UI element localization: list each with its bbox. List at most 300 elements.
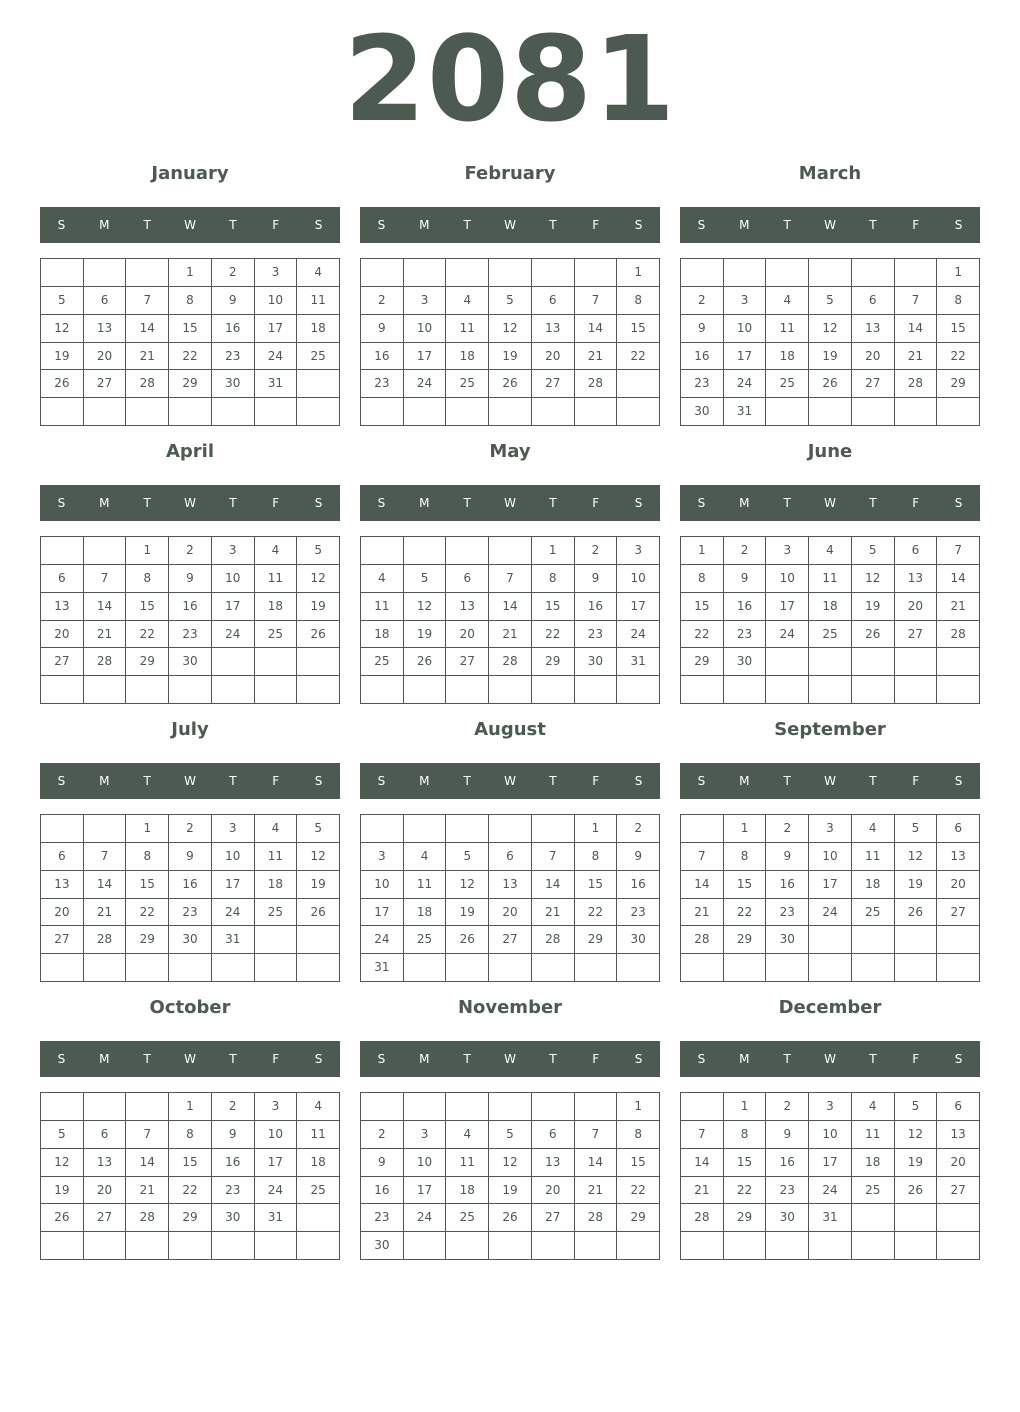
day-cell xyxy=(852,398,895,426)
day-cell: 5 xyxy=(895,1093,938,1121)
day-cell: 19 xyxy=(297,593,340,621)
day-cell: 1 xyxy=(681,537,724,565)
day-cell: 12 xyxy=(489,315,532,343)
day-cell: 31 xyxy=(809,1204,852,1232)
day-cell xyxy=(489,398,532,426)
day-cell: 14 xyxy=(575,1149,618,1177)
day-cell: 9 xyxy=(724,565,767,593)
day-cell: 27 xyxy=(84,1204,127,1232)
day-cell: 8 xyxy=(126,565,169,593)
day-cell: 17 xyxy=(361,899,404,927)
day-cell: 4 xyxy=(255,815,298,843)
day-cell xyxy=(361,815,404,843)
day-cell: 3 xyxy=(766,537,809,565)
weekday-label: S xyxy=(377,218,386,232)
month-title: January xyxy=(151,163,229,184)
day-cell: 9 xyxy=(617,843,660,871)
day-cell xyxy=(937,926,980,954)
day-cell: 10 xyxy=(255,1121,298,1149)
day-cell xyxy=(41,537,84,565)
day-cell: 27 xyxy=(41,926,84,954)
day-cell: 11 xyxy=(255,565,298,593)
day-cell: 19 xyxy=(895,871,938,899)
month-november xyxy=(360,995,660,1265)
month-october xyxy=(40,995,340,1265)
weekday-label: T xyxy=(463,218,471,232)
day-cell: 24 xyxy=(404,370,447,398)
day-cell xyxy=(41,954,84,982)
day-cell xyxy=(575,259,618,287)
day-cell: 1 xyxy=(126,815,169,843)
day-cell xyxy=(404,954,447,982)
day-cell: 21 xyxy=(126,1177,169,1205)
day-cell: 2 xyxy=(766,1093,809,1121)
day-cell xyxy=(489,1232,532,1260)
day-cell xyxy=(297,1232,340,1260)
weekday-label: M xyxy=(739,1052,750,1066)
day-cell xyxy=(41,676,84,704)
weekday-label: T xyxy=(869,774,877,788)
day-cell xyxy=(212,648,255,676)
day-cell: 10 xyxy=(255,287,298,315)
day-cell: 28 xyxy=(937,621,980,649)
day-cell: 1 xyxy=(724,1093,767,1121)
day-cell: 6 xyxy=(852,287,895,315)
weekday-label: F xyxy=(592,1052,600,1066)
day-cell xyxy=(169,676,212,704)
day-cell xyxy=(404,398,447,426)
day-cell: 30 xyxy=(361,1232,404,1260)
day-grid xyxy=(680,814,980,982)
day-cell: 9 xyxy=(169,843,212,871)
weekday-label: S xyxy=(377,496,386,510)
day-cell: 21 xyxy=(681,899,724,927)
day-cell: 25 xyxy=(446,370,489,398)
day-cell: 6 xyxy=(84,287,127,315)
weekday-label: T xyxy=(463,1052,471,1066)
day-cell xyxy=(41,815,84,843)
day-cell: 13 xyxy=(532,1149,575,1177)
day-cell: 3 xyxy=(255,259,298,287)
weekday-label: M xyxy=(739,496,750,510)
day-grid xyxy=(360,1092,660,1260)
day-cell: 24 xyxy=(255,343,298,371)
day-cell: 28 xyxy=(681,1204,724,1232)
day-cell: 31 xyxy=(255,1204,298,1232)
day-cell: 6 xyxy=(446,565,489,593)
month-title: July xyxy=(171,719,209,740)
day-cell: 14 xyxy=(681,871,724,899)
day-cell: 9 xyxy=(681,315,724,343)
day-cell: 15 xyxy=(169,1149,212,1177)
day-cell xyxy=(724,954,767,982)
day-cell: 4 xyxy=(361,565,404,593)
day-cell: 21 xyxy=(895,343,938,371)
day-cell xyxy=(446,1093,489,1121)
day-cell xyxy=(617,954,660,982)
weekday-label: T xyxy=(783,774,791,788)
day-cell: 4 xyxy=(446,287,489,315)
day-cell: 1 xyxy=(617,1093,660,1121)
day-cell xyxy=(766,648,809,676)
day-cell: 2 xyxy=(766,815,809,843)
day-cell: 23 xyxy=(212,1177,255,1205)
day-cell: 8 xyxy=(169,287,212,315)
weekday-label: S xyxy=(954,496,963,510)
day-cell xyxy=(575,1232,618,1260)
weekday-label: T xyxy=(783,218,791,232)
day-cell: 5 xyxy=(297,815,340,843)
day-cell xyxy=(126,954,169,982)
day-cell xyxy=(895,926,938,954)
day-cell xyxy=(937,648,980,676)
weekday-label: T xyxy=(463,496,471,510)
day-cell: 16 xyxy=(766,1149,809,1177)
day-cell: 25 xyxy=(404,926,447,954)
day-cell: 27 xyxy=(446,648,489,676)
day-cell: 30 xyxy=(169,926,212,954)
day-cell: 29 xyxy=(681,648,724,676)
day-cell: 16 xyxy=(681,343,724,371)
day-cell: 24 xyxy=(404,1204,447,1232)
day-cell: 6 xyxy=(937,815,980,843)
weekday-label: W xyxy=(824,1052,836,1066)
weekday-label: T xyxy=(463,774,471,788)
day-cell: 8 xyxy=(617,287,660,315)
weekday-label: S xyxy=(314,1052,323,1066)
day-cell xyxy=(212,1232,255,1260)
day-cell xyxy=(809,648,852,676)
weekday-label: M xyxy=(99,774,110,788)
weekday-header xyxy=(680,485,980,521)
weekday-label: W xyxy=(184,1052,196,1066)
day-grid xyxy=(40,536,340,704)
weekday-label: W xyxy=(504,1052,516,1066)
day-cell: 26 xyxy=(297,899,340,927)
day-cell: 19 xyxy=(852,593,895,621)
day-cell: 5 xyxy=(852,537,895,565)
weekday-label: F xyxy=(272,1052,280,1066)
day-cell: 24 xyxy=(212,621,255,649)
day-cell: 14 xyxy=(84,593,127,621)
day-cell: 7 xyxy=(575,287,618,315)
day-cell: 26 xyxy=(446,926,489,954)
day-cell xyxy=(255,398,298,426)
day-cell: 30 xyxy=(212,1204,255,1232)
day-cell: 27 xyxy=(532,370,575,398)
day-cell: 3 xyxy=(255,1093,298,1121)
day-cell: 26 xyxy=(895,1177,938,1205)
day-cell: 20 xyxy=(895,593,938,621)
day-cell: 6 xyxy=(84,1121,127,1149)
day-cell: 12 xyxy=(446,871,489,899)
month-january xyxy=(40,161,340,431)
day-cell: 30 xyxy=(617,926,660,954)
day-cell: 18 xyxy=(255,593,298,621)
day-cell: 18 xyxy=(297,1149,340,1177)
day-cell: 22 xyxy=(169,343,212,371)
weekday-label: M xyxy=(419,218,430,232)
day-cell: 23 xyxy=(681,370,724,398)
day-cell: 1 xyxy=(575,815,618,843)
day-cell: 13 xyxy=(41,593,84,621)
day-cell: 22 xyxy=(937,343,980,371)
weekday-label: F xyxy=(912,218,920,232)
day-grid xyxy=(360,258,660,426)
day-cell: 6 xyxy=(41,843,84,871)
day-cell: 16 xyxy=(766,871,809,899)
day-cell xyxy=(895,648,938,676)
day-cell: 25 xyxy=(297,343,340,371)
day-cell: 8 xyxy=(617,1121,660,1149)
weekday-label: T xyxy=(143,1052,151,1066)
day-cell xyxy=(212,398,255,426)
day-cell: 6 xyxy=(532,287,575,315)
day-cell: 15 xyxy=(575,871,618,899)
day-cell xyxy=(809,398,852,426)
day-cell: 27 xyxy=(532,1204,575,1232)
day-cell: 20 xyxy=(532,343,575,371)
day-cell: 27 xyxy=(895,621,938,649)
day-cell xyxy=(575,1093,618,1121)
day-cell: 9 xyxy=(212,1121,255,1149)
day-cell: 24 xyxy=(212,899,255,927)
day-cell: 13 xyxy=(937,1121,980,1149)
day-cell: 23 xyxy=(361,370,404,398)
weekday-label: S xyxy=(634,1052,643,1066)
day-cell: 4 xyxy=(852,815,895,843)
day-cell: 27 xyxy=(489,926,532,954)
day-cell: 12 xyxy=(809,315,852,343)
day-cell: 23 xyxy=(766,1177,809,1205)
day-cell: 6 xyxy=(489,843,532,871)
day-cell xyxy=(446,954,489,982)
day-cell: 11 xyxy=(446,315,489,343)
day-grid xyxy=(360,814,660,982)
day-cell: 28 xyxy=(489,648,532,676)
day-cell: 28 xyxy=(575,1204,618,1232)
day-cell: 5 xyxy=(489,287,532,315)
day-cell xyxy=(361,259,404,287)
day-cell: 17 xyxy=(404,1177,447,1205)
day-cell: 3 xyxy=(404,1121,447,1149)
day-cell xyxy=(212,676,255,704)
day-cell: 12 xyxy=(297,843,340,871)
day-cell xyxy=(297,370,340,398)
day-cell: 10 xyxy=(724,315,767,343)
day-cell: 21 xyxy=(575,343,618,371)
day-cell: 1 xyxy=(937,259,980,287)
day-cell xyxy=(532,954,575,982)
day-cell: 26 xyxy=(895,899,938,927)
day-cell: 9 xyxy=(575,565,618,593)
day-cell: 8 xyxy=(724,1121,767,1149)
day-cell: 19 xyxy=(41,1177,84,1205)
weekday-label: W xyxy=(824,496,836,510)
day-cell xyxy=(809,954,852,982)
day-cell: 30 xyxy=(724,648,767,676)
day-cell xyxy=(895,1204,938,1232)
day-cell: 2 xyxy=(681,287,724,315)
weekday-label: T xyxy=(229,496,237,510)
day-cell: 20 xyxy=(84,1177,127,1205)
day-cell: 11 xyxy=(809,565,852,593)
day-cell: 17 xyxy=(809,871,852,899)
day-cell: 13 xyxy=(532,315,575,343)
day-cell xyxy=(852,954,895,982)
day-cell: 1 xyxy=(126,537,169,565)
weekday-label: S xyxy=(954,774,963,788)
day-cell: 4 xyxy=(446,1121,489,1149)
day-cell: 21 xyxy=(681,1177,724,1205)
day-cell: 31 xyxy=(212,926,255,954)
day-cell xyxy=(617,1232,660,1260)
day-cell: 21 xyxy=(126,343,169,371)
day-cell: 10 xyxy=(212,565,255,593)
day-cell: 2 xyxy=(575,537,618,565)
day-cell: 6 xyxy=(41,565,84,593)
month-title: April xyxy=(165,441,215,462)
day-cell: 26 xyxy=(489,1204,532,1232)
day-cell: 11 xyxy=(446,1149,489,1177)
day-cell: 11 xyxy=(766,315,809,343)
month-april xyxy=(40,439,340,709)
day-cell: 30 xyxy=(766,926,809,954)
day-cell: 17 xyxy=(724,343,767,371)
day-cell: 30 xyxy=(681,398,724,426)
day-cell: 26 xyxy=(41,370,84,398)
month-title: November xyxy=(457,997,563,1018)
day-cell: 24 xyxy=(766,621,809,649)
day-cell xyxy=(169,1232,212,1260)
weekday-header xyxy=(680,207,980,243)
day-cell: 27 xyxy=(937,899,980,927)
day-cell: 16 xyxy=(724,593,767,621)
day-grid xyxy=(40,814,340,982)
weekday-label: F xyxy=(912,496,920,510)
weekday-label: M xyxy=(99,496,110,510)
day-cell: 30 xyxy=(212,370,255,398)
day-cell: 20 xyxy=(532,1177,575,1205)
day-cell xyxy=(84,1232,127,1260)
day-cell: 1 xyxy=(169,259,212,287)
day-cell xyxy=(84,259,127,287)
day-cell: 27 xyxy=(937,1177,980,1205)
day-cell: 7 xyxy=(532,843,575,871)
day-cell: 18 xyxy=(852,1149,895,1177)
weekday-label: T xyxy=(783,1052,791,1066)
weekday-label: M xyxy=(419,1052,430,1066)
day-cell xyxy=(84,815,127,843)
weekday-label: M xyxy=(419,496,430,510)
day-cell xyxy=(297,676,340,704)
day-cell: 26 xyxy=(41,1204,84,1232)
day-cell xyxy=(404,1093,447,1121)
day-cell xyxy=(852,926,895,954)
day-cell: 14 xyxy=(895,315,938,343)
day-cell: 20 xyxy=(852,343,895,371)
day-cell: 18 xyxy=(361,621,404,649)
day-cell: 16 xyxy=(212,315,255,343)
day-cell xyxy=(895,398,938,426)
day-cell xyxy=(84,954,127,982)
day-cell: 6 xyxy=(895,537,938,565)
day-cell xyxy=(489,954,532,982)
day-cell xyxy=(681,1093,724,1121)
year-title: 2081 xyxy=(343,10,677,148)
day-cell xyxy=(41,259,84,287)
day-cell: 28 xyxy=(532,926,575,954)
day-cell xyxy=(575,676,618,704)
day-cell: 3 xyxy=(809,815,852,843)
day-cell: 5 xyxy=(446,843,489,871)
day-grid xyxy=(680,1092,980,1260)
day-cell: 30 xyxy=(575,648,618,676)
day-cell: 19 xyxy=(41,343,84,371)
day-cell: 9 xyxy=(212,287,255,315)
month-title: September xyxy=(774,719,886,740)
weekday-label: T xyxy=(229,218,237,232)
day-cell: 29 xyxy=(617,1204,660,1232)
weekday-header xyxy=(360,207,660,243)
weekday-header xyxy=(360,763,660,799)
day-cell xyxy=(766,259,809,287)
day-cell: 19 xyxy=(404,621,447,649)
day-cell: 20 xyxy=(41,621,84,649)
day-cell: 15 xyxy=(724,1149,767,1177)
day-cell: 23 xyxy=(617,899,660,927)
day-cell: 23 xyxy=(169,621,212,649)
day-cell xyxy=(404,815,447,843)
day-cell xyxy=(446,1232,489,1260)
weekday-label: S xyxy=(57,218,66,232)
month-title: March xyxy=(798,163,862,184)
weekday-label: F xyxy=(912,774,920,788)
day-cell: 7 xyxy=(681,843,724,871)
day-cell xyxy=(489,259,532,287)
day-cell: 20 xyxy=(446,621,489,649)
weekday-header xyxy=(40,763,340,799)
day-cell: 2 xyxy=(361,287,404,315)
day-cell: 22 xyxy=(617,1177,660,1205)
weekday-header xyxy=(360,1041,660,1077)
day-cell xyxy=(489,676,532,704)
month-august xyxy=(360,717,660,987)
day-cell: 31 xyxy=(255,370,298,398)
weekday-label: S xyxy=(314,218,323,232)
day-cell xyxy=(361,537,404,565)
day-cell: 14 xyxy=(84,871,127,899)
day-cell xyxy=(446,537,489,565)
weekday-label: S xyxy=(697,496,706,510)
day-cell: 19 xyxy=(446,899,489,927)
day-cell xyxy=(255,648,298,676)
day-cell: 16 xyxy=(575,593,618,621)
day-cell: 7 xyxy=(84,843,127,871)
day-cell: 26 xyxy=(297,621,340,649)
day-cell: 24 xyxy=(361,926,404,954)
day-cell: 11 xyxy=(255,843,298,871)
weekday-label: M xyxy=(739,774,750,788)
day-cell: 21 xyxy=(489,621,532,649)
day-cell: 3 xyxy=(212,815,255,843)
day-cell xyxy=(489,815,532,843)
weekday-label: F xyxy=(592,218,600,232)
weekday-label: T xyxy=(549,774,557,788)
weekday-label: F xyxy=(272,774,280,788)
weekday-label: W xyxy=(824,774,836,788)
day-cell: 4 xyxy=(297,1093,340,1121)
